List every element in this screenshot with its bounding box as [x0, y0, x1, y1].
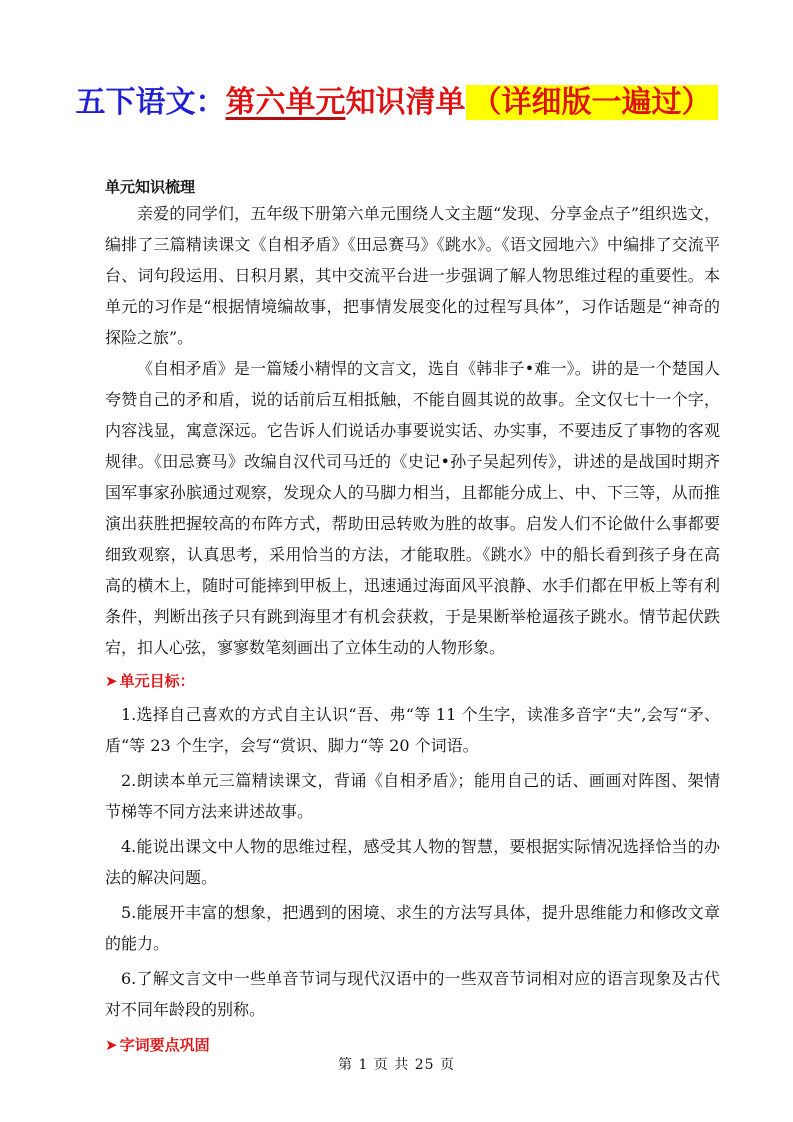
goal-item: 1.选择自己喜欢的方式自主认识“吾、弗“等 11 个生字，读准多音字“夫”,会写“矛、盾“等 23 个生字，会写“赏识、脚力“等 20 个词语。 — [105, 705, 720, 755]
vocab-heading-label: 字词要点巩固 — [119, 1036, 210, 1054]
overview-paragraph-2: 《自相矛盾》是一篇矮小精悍的文言文，选自《韩非子•难一》。讲的是一个楚国人夸赞自己的矛和盾，说的话前后互相抵触，不能自圆其说的故事。全文仅七十一个字，内容浅显，寓意深远。它告诉人们说话办事要说实话、办实事，不要违反了事物的客观规律。《田忌赛马》改编自汉代司马迁的《史记•孙子吴起列传》，讲述的是战国时期齐国军事家孙膑通过观察，发现众人的马脚力相当，且都能分成上、中、下三等，从而推演出获胜把握较高的布阵方式，帮助田忌转败为胜的故事。启发人们不论做什么事都要细致观察，认真思考，采用恰当的方法，才能取胜。《跳水》中的船长看到孩子身在高高的横木上，随时可能摔到甲板上，迅速通过海面风平浪静、水手们都在甲板上等有利条件，判断出孩子只有跳到海里才有机会获救，于是果断举枪逼孩子跳水。情节起伏跌宕，扣人心弦，寥寥数笔刻画出了立体生动的人物形象。 — [105, 359, 720, 657]
page-footer: 第 1 页 共 25 页 — [338, 1057, 455, 1073]
title-part-highlight: （详细版一遍过） — [466, 85, 718, 120]
goal-item: 6.了解文言文中一些单音节词与现代汉语中的一些双音节词相对应的语言现象及古代对不同年龄段的别称。 — [105, 969, 720, 1019]
document-title — [0, 76, 793, 130]
title-part-unit: 第六单元 — [225, 85, 346, 120]
document-body — [105, 176, 720, 1061]
overview-paragraph-1: 亲爱的同学们，五年级下册第六单元围绕人文主题“发现、分享金点子”组织选文，编排了三篇精读课文《自相矛盾》《田忌赛马》《跳水》。《语文园地六》中编排了交流平台、词句段运用、日积月累，其中交流平台进一步强调了解人物思维过程的重要性。本单元的习作是“根据情境编故事，把事情发展变化的过程写具体”，习作话题是“神奇的探险之旅”。 — [105, 204, 720, 347]
goal-item: 2.朗读本单元三篇精读课文，背诵《自相矛盾》；能用自己的话、画画对阵图、架情节梯等不同方法来讲述故事。 — [105, 771, 720, 821]
goals-heading — [105, 665, 720, 697]
arrow-icon: ➤ — [105, 1036, 118, 1054]
goals-heading-label: 单元目标： — [119, 672, 195, 690]
arrow-icon: ➤ — [105, 672, 118, 690]
title-part-subject: 五下语文： — [75, 85, 226, 120]
title-part-list: 知识清单 — [345, 85, 466, 120]
goal-item: 5.能展开丰富的想象，把遇到的困境、求生的方法写具体，提升思维能力和修改文章的能力。 — [105, 903, 720, 953]
overview-heading: 单元知识梳理 — [105, 178, 196, 196]
goal-item: 4.能说出课文中人物的思维过程，感受其人物的智慧，要根据实际情况选择恰当的办法的解决问题。 — [105, 837, 720, 887]
